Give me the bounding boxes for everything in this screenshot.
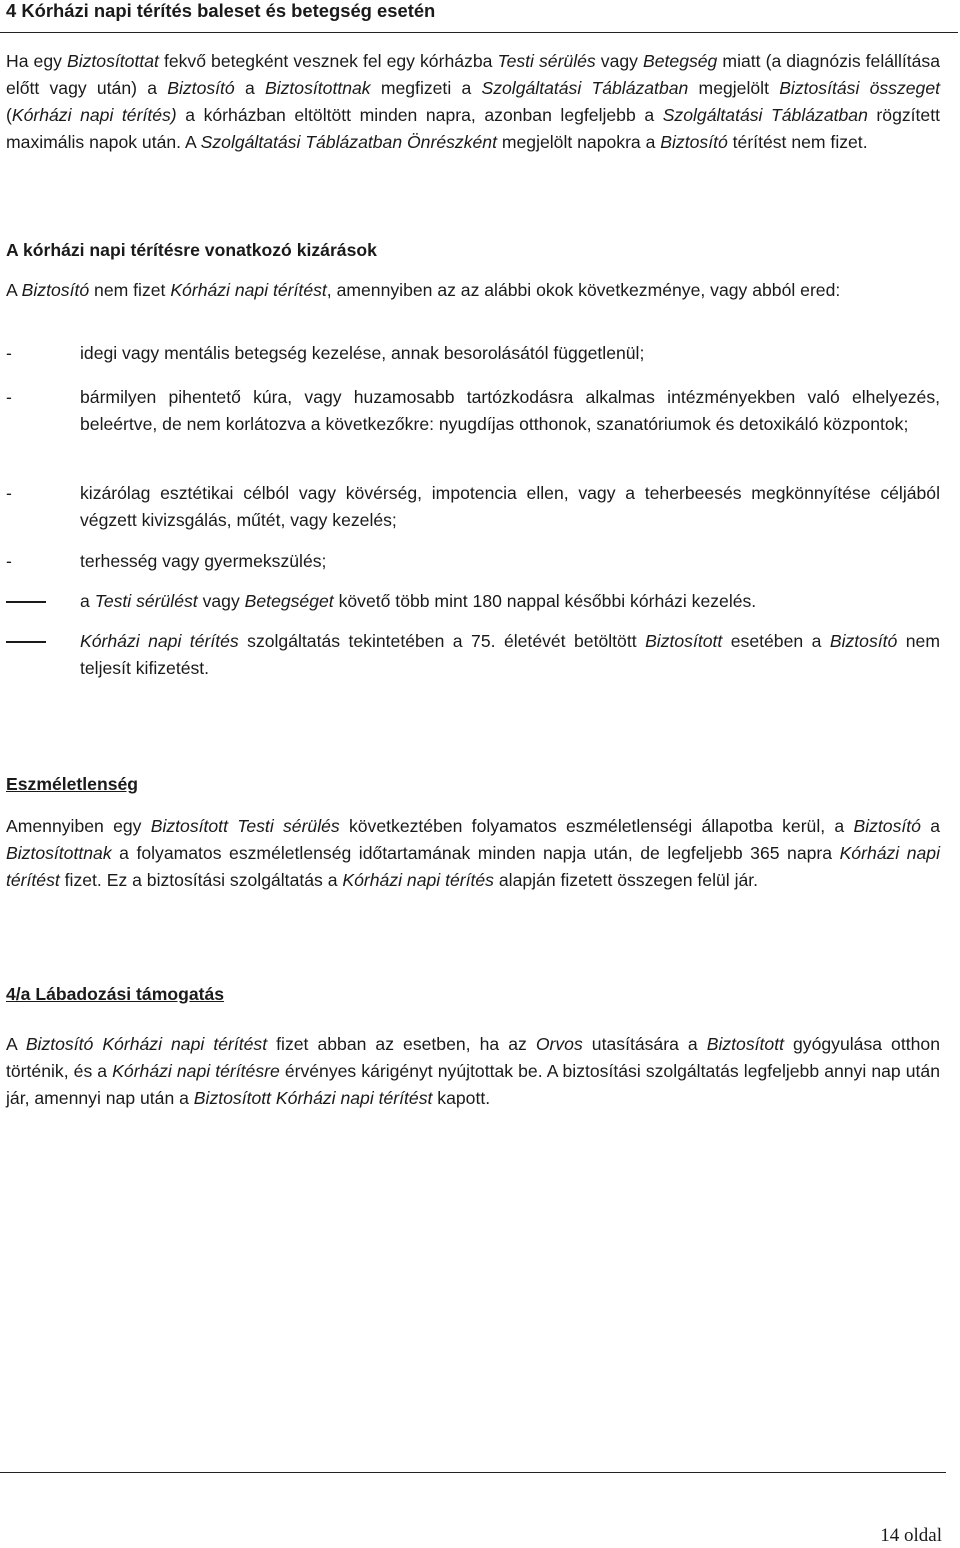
italic-term: Biztosító xyxy=(660,132,728,152)
text-run: megjelölt xyxy=(688,78,780,98)
text-run: A xyxy=(6,1034,26,1054)
section-title: 4 Kórházi napi térítés baleset és betegség esetén xyxy=(6,0,436,21)
exclusion-item xyxy=(6,384,940,438)
text-run: a xyxy=(920,816,940,836)
exclusion-text xyxy=(80,548,940,575)
text-run: megfizeti a xyxy=(370,78,482,98)
text-run: kapott. xyxy=(432,1088,491,1108)
exclusion-item xyxy=(6,628,940,682)
text-run: térítést nem fizet. xyxy=(727,132,868,152)
exclusion-text xyxy=(80,588,940,615)
italic-term: Kórházi napi térítés) xyxy=(11,105,177,125)
italic-term: Biztosítottnak xyxy=(264,78,371,98)
text-run: követő több mint 180 nappal későbbi kórházi kezelés. xyxy=(333,591,757,611)
page-number: 14 oldal xyxy=(880,1525,942,1546)
italic-term: Biztosító xyxy=(167,78,235,98)
list-marker: - xyxy=(6,387,12,407)
italic-term: Biztosított Kórházi napi térítést xyxy=(193,1088,433,1108)
text-run: terhesség vagy gyermekszülés; xyxy=(80,551,327,571)
italic-term: Biztosított Testi sérülés xyxy=(150,816,340,836)
recovery-heading: 4/a Lábadozási támogatás xyxy=(6,984,225,1004)
text-run: idegi vagy mentális betegség kezelése, annak besorolásától függetlenül; xyxy=(80,343,645,363)
text-run: nem fizet xyxy=(89,280,171,300)
text-run: fizet abban az esetben, ha az xyxy=(267,1034,536,1054)
text-run: miatt (a diagnózis felállítása előtt vagy után) a xyxy=(6,51,940,98)
text-run: Amennyiben egy xyxy=(6,816,151,836)
exclusions-intro xyxy=(6,277,940,304)
text-run: megjelölt napokra a xyxy=(496,132,661,152)
text-run: ( xyxy=(6,105,12,125)
italic-term: Biztosított xyxy=(645,631,723,651)
italic-term: Biztosítottat xyxy=(66,51,159,71)
recovery-paragraph xyxy=(6,1031,940,1112)
italic-term: Biztosító xyxy=(829,631,898,651)
text-run: érvényes kárigényt nyújtottak be. A biztosítási szolgáltatás legfeljebb annyi nap után jár, amennyi nap után a xyxy=(6,1061,940,1108)
italic-term: Biztosítottnak xyxy=(6,843,112,863)
italic-term: Biztosító xyxy=(853,816,921,836)
italic-term: Kórházi napi térítést xyxy=(170,280,327,300)
dash-bullet-icon xyxy=(6,641,46,643)
italic-term: Szolgáltatási Táblázatban xyxy=(481,78,689,98)
text-run: vagy xyxy=(595,51,643,71)
italic-term: Testi sérülést xyxy=(94,591,198,611)
text-run: szolgáltatás tekintetében a 75. életévét betöltött xyxy=(238,631,646,651)
text-run: utasítására a xyxy=(582,1034,707,1054)
italic-term: Kórházi napi térítésre xyxy=(112,1061,280,1081)
text-run: fekvő betegként vesznek fel egy kórházba xyxy=(158,51,498,71)
exclusions-heading: A kórházi napi térítésre vonatkozó kizárások xyxy=(6,240,377,260)
text-run: Ha egy xyxy=(6,51,67,71)
text-run: gyógyulása otthon történik, és a xyxy=(6,1034,940,1081)
exclusion-text xyxy=(80,384,940,438)
text-run: esetében a xyxy=(722,631,830,651)
text-run: fizet. Ez a biztosítási szolgáltatás a xyxy=(59,870,343,890)
text-run: A xyxy=(6,280,22,300)
list-marker: - xyxy=(6,483,12,503)
exclusion-text xyxy=(80,480,940,534)
exclusion-item xyxy=(6,480,940,534)
header-rule xyxy=(0,32,958,33)
text-run: a kórházban eltöltött minden napra, azonban legfeljebb a xyxy=(176,105,663,125)
text-run: a xyxy=(234,78,265,98)
text-run: kizárólag esztétikai célból vagy kövérség, impotencia ellen, vagy a teherbeesés megkönnyítése céljából végzett kivizsgálás, műtét, vagy kezelés; xyxy=(80,483,940,530)
text-run: nem teljesít kifizetést. xyxy=(80,631,940,678)
italic-term: Testi sérülés xyxy=(497,51,596,71)
list-marker: - xyxy=(6,551,12,571)
italic-term: Szolgáltatási Táblázatban Önrészként xyxy=(200,132,497,152)
coma-paragraph xyxy=(6,813,940,894)
italic-term: Biztosított xyxy=(706,1034,784,1054)
exclusion-item xyxy=(6,340,940,367)
italic-term: Biztosítási összeget xyxy=(779,78,941,98)
intro-paragraph xyxy=(6,48,940,156)
exclusion-item xyxy=(6,588,940,615)
text-run: a xyxy=(80,591,95,611)
text-run: alapján fizetett összegen felül jár. xyxy=(493,870,759,890)
exclusion-text xyxy=(80,628,940,682)
italic-term: Orvos xyxy=(535,1034,583,1054)
text-run: rögzített maximális napok után. A xyxy=(6,105,940,152)
text-run: a folyamatos eszméletlenség időtartamának minden napja után, de legfeljebb 365 napra xyxy=(111,843,840,863)
text-run: következtében folyamatos eszméletlenségi állapotba kerül, a xyxy=(339,816,854,836)
italic-term: Kórházi napi térítés xyxy=(80,631,239,651)
exclusion-item xyxy=(6,548,940,575)
italic-term: Kórházi napi térítés xyxy=(342,870,494,890)
text-run: vagy xyxy=(197,591,245,611)
footer-rule xyxy=(0,1472,946,1473)
italic-term: Biztosító xyxy=(21,280,90,300)
italic-term: Szolgáltatási Táblázatban xyxy=(662,105,868,125)
dash-bullet-icon xyxy=(6,601,46,603)
italic-term: Kórházi napi térítést xyxy=(6,843,940,890)
coma-heading: Eszméletlenség xyxy=(6,774,139,794)
text-run: , amennyiben az az alábbi okok következménye, vagy abból ered: xyxy=(326,280,841,300)
text-run: bármilyen pihentető kúra, vagy huzamosabb tartózkodásra alkalmas intézményekben való elhelyezés, beleértve, de nem korlátozva a következőkre: nyugdíjas otthonok, szanatóriumok és detoxikáló központok; xyxy=(80,387,940,434)
exclusion-text xyxy=(80,340,940,367)
italic-term: Betegséget xyxy=(244,591,334,611)
italic-term: Betegség xyxy=(643,51,718,71)
italic-term: Biztosító Kórházi napi térítést xyxy=(25,1034,268,1054)
list-marker: - xyxy=(6,343,12,363)
